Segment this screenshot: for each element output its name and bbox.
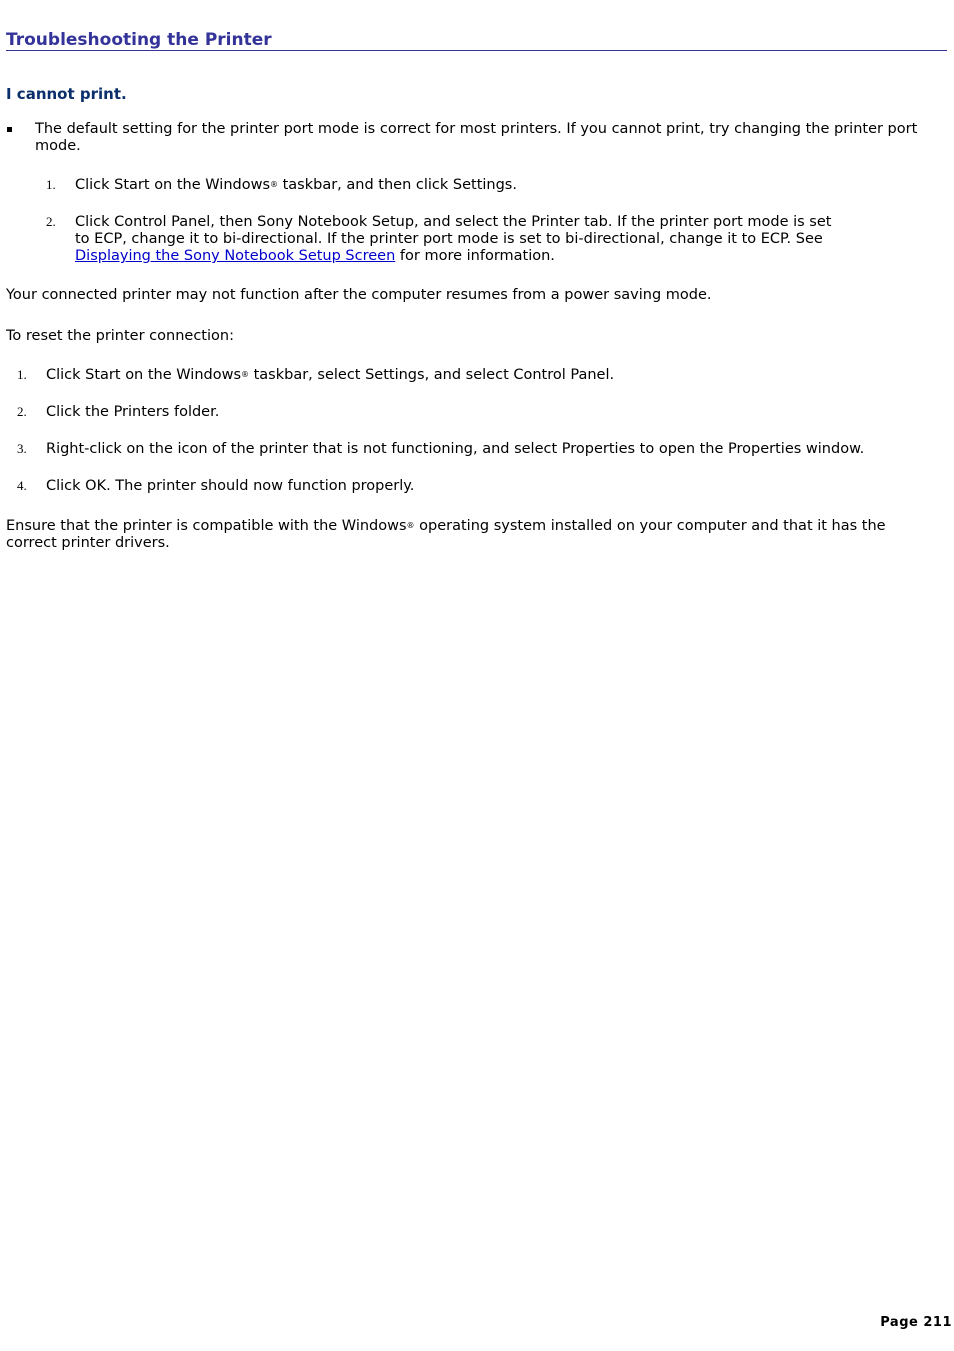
setup-screen-link[interactable]: Displaying the Sony Notebook Setup Screen — [75, 248, 396, 264]
step-number: 4. — [17, 478, 27, 493]
step-text: Click OK. The printer should now function properly. — [46, 478, 415, 494]
step-text: Click Start on the Windows® taskbar, and then click Settings. — [75, 177, 517, 193]
section-heading: I cannot print. — [6, 85, 127, 103]
step-number: 1. — [46, 177, 56, 192]
step-text: Click Control Panel, then Sony Notebook Setup, and select the Printer tab. If the printer port mode is set to ECP, change it to bi-directional. If the printer port mode is set to bi-directional, change it to ECP. See Displaying the Sony Notebook Setup Screen for more information. — [75, 214, 832, 264]
step-text: Click the Printers folder. — [46, 404, 220, 420]
step-number: 2. — [46, 214, 56, 229]
step-text: Right-click on the icon of the printer that is not functioning, and select Properties to open the Properties window. — [46, 441, 865, 457]
step-number: 1. — [17, 367, 27, 382]
page-title: Troubleshooting the Printer — [6, 30, 947, 51]
paragraph-power-saving: Your connected printer may not function after the computer resumes from a power saving mode. — [6, 287, 712, 303]
bullet-text: The default setting for the printer port mode is correct for most printers. If you cannot print, try changing the printer port mode. — [35, 121, 918, 154]
step-number: 3. — [17, 441, 27, 456]
paragraph-compatibility: Ensure that the printer is compatible with the Windows® operating system installed on your computer and that it has the correct printer drivers. — [6, 518, 886, 551]
step-number: 2. — [17, 404, 27, 419]
square-bullet-icon — [7, 127, 12, 132]
paragraph-reset-intro: To reset the printer connection: — [6, 328, 234, 344]
step-text: Click Start on the Windows® taskbar, select Settings, and select Control Panel. — [46, 367, 615, 383]
page-number: Page 211 — [880, 1315, 952, 1330]
